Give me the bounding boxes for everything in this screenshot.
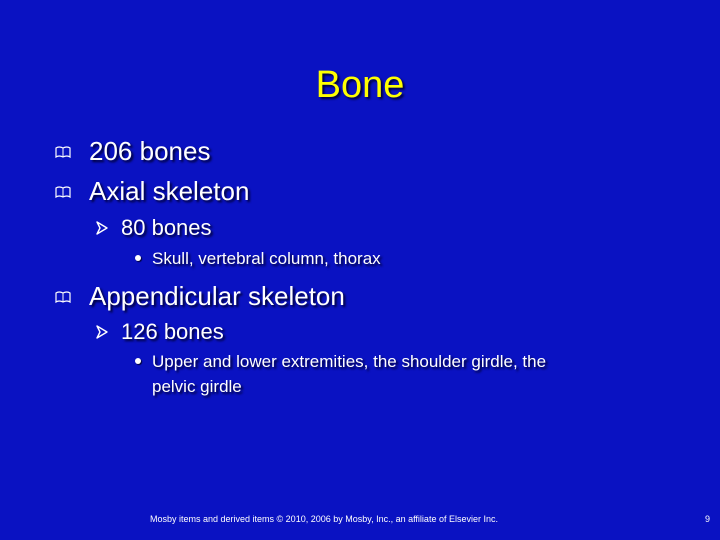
copyright-footer: Mosby items and derived items © 2010, 2006 by Mosby, Inc., an affiliate of Elsevier Inc. bbox=[150, 514, 498, 524]
arrowhead-bullet-icon bbox=[95, 221, 109, 235]
book-bullet-icon bbox=[55, 186, 71, 198]
bullet-text-appendicular-skeleton: Appendicular skeleton bbox=[89, 281, 345, 311]
bullet-text-extremities-line2: pelvic girdle bbox=[152, 377, 242, 396]
bullet-text-126-bones: 126 bones bbox=[121, 319, 224, 344]
bullet-text-axial-skeleton: Axial skeleton bbox=[89, 176, 250, 206]
arrowhead-bullet-icon bbox=[95, 325, 109, 339]
page-number: 9 bbox=[705, 514, 711, 524]
bullet-text-80-bones: 80 bones bbox=[121, 215, 212, 240]
bullet-text-skull: Skull, vertebral column, thorax bbox=[152, 249, 381, 268]
bullet-text-extremities-line1: Upper and lower extremities, the shoulder girdle, the bbox=[152, 352, 547, 371]
dot-bullet-icon bbox=[135, 255, 141, 261]
book-bullet-icon bbox=[55, 291, 71, 303]
dot-bullet-icon bbox=[135, 358, 141, 364]
slide-title: Bone bbox=[315, 64, 405, 106]
book-bullet-icon bbox=[55, 146, 71, 158]
bullet-text-206-bones: 206 bones bbox=[89, 136, 211, 166]
